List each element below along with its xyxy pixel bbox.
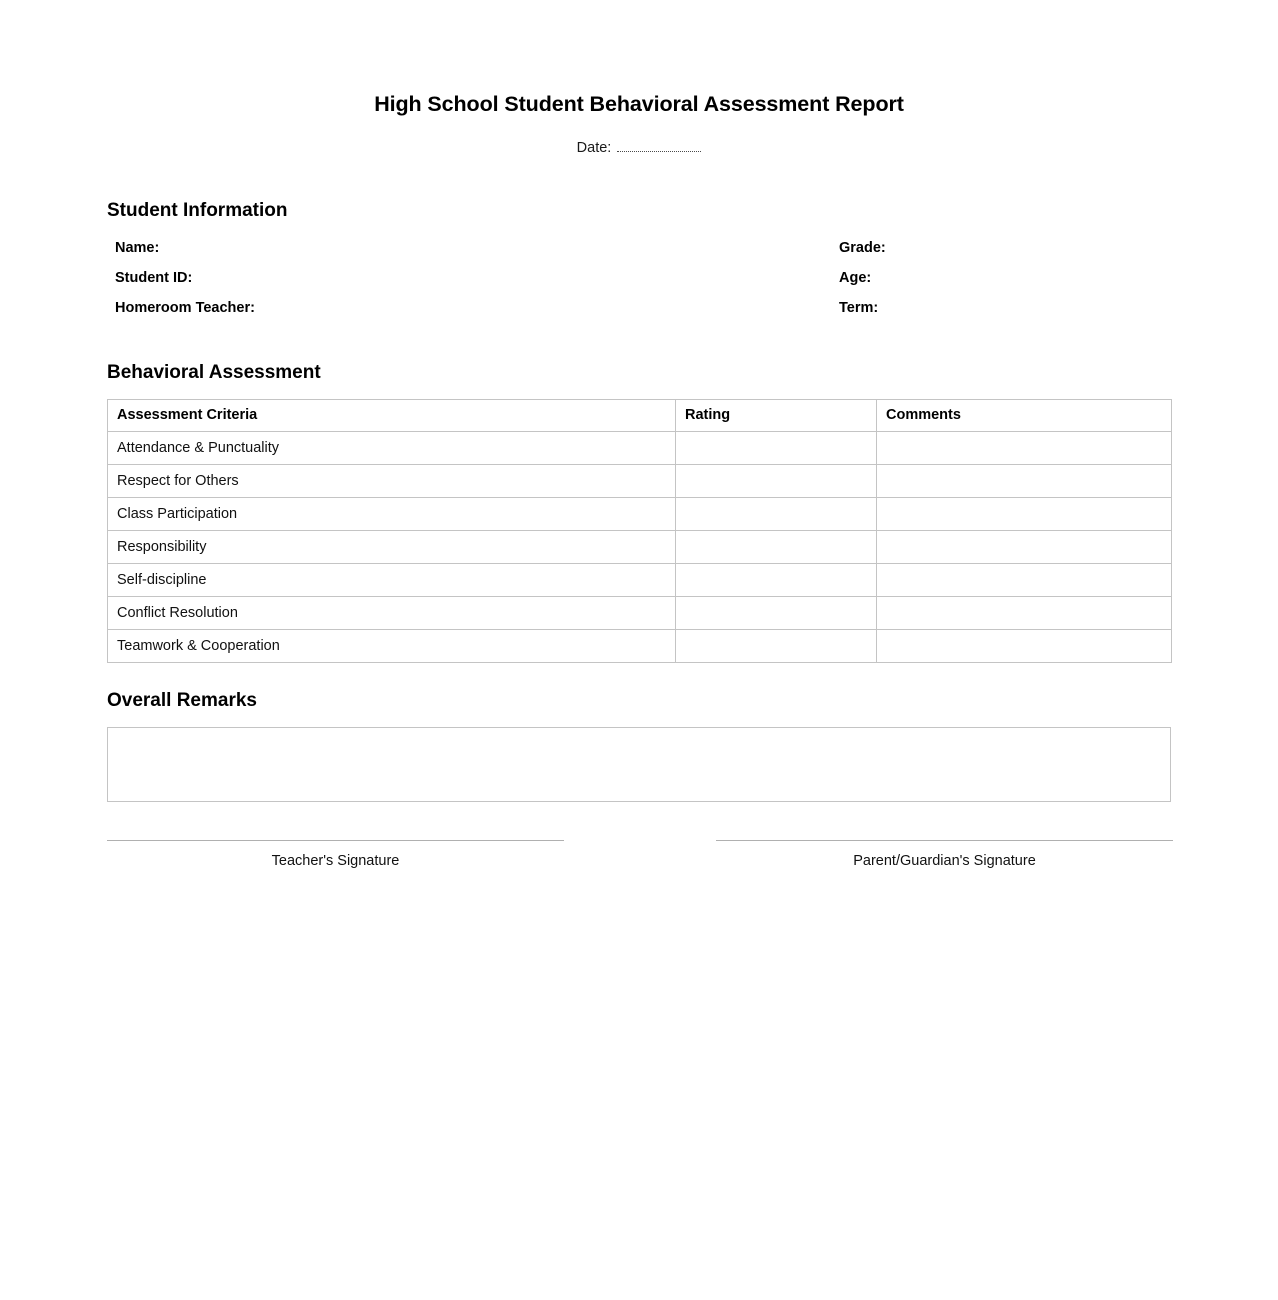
document-content — [107, 0, 1171, 870]
column-header-criteria: Assessment Criteria — [108, 399, 676, 431]
table-row — [108, 596, 1172, 629]
parent-signature-line[interactable] — [716, 840, 1173, 841]
student-info-row — [107, 237, 1171, 267]
cell-comments[interactable] — [877, 563, 1172, 596]
table-row — [108, 431, 1172, 464]
parent-signature-block — [716, 840, 1173, 870]
date-field-row — [107, 140, 1171, 156]
cell-criteria: Self-discipline — [108, 563, 676, 596]
column-header-comments: Comments — [877, 399, 1172, 431]
signature-section — [107, 840, 1173, 870]
cell-comments[interactable] — [877, 530, 1172, 563]
table-row — [108, 563, 1172, 596]
cell-comments[interactable] — [877, 497, 1172, 530]
student-info-row — [107, 267, 1171, 297]
cell-criteria: Conflict Resolution — [108, 596, 676, 629]
overall-remarks-textarea[interactable] — [107, 727, 1171, 802]
student-information-heading: Student Information — [107, 200, 288, 222]
cell-comments[interactable] — [877, 629, 1172, 662]
cell-criteria: Responsibility — [108, 530, 676, 563]
field-label-age: Age: — [839, 270, 872, 287]
teacher-signature-line[interactable] — [107, 840, 564, 841]
cell-rating[interactable] — [676, 596, 877, 629]
student-info-row — [107, 297, 1171, 327]
field-label-grade: Grade: — [839, 240, 886, 257]
column-header-rating: Rating — [676, 399, 877, 431]
table-row — [108, 629, 1172, 662]
table-row — [108, 464, 1172, 497]
cell-rating[interactable] — [676, 563, 877, 596]
table-row — [108, 530, 1172, 563]
cell-rating[interactable] — [676, 497, 877, 530]
student-information-grid — [107, 237, 1171, 327]
date-label: Date: — [576, 139, 612, 156]
teacher-signature-block — [107, 840, 564, 870]
date-input-blank[interactable] — [617, 140, 701, 152]
cell-criteria: Respect for Others — [108, 464, 676, 497]
overall-remarks-heading: Overall Remarks — [107, 689, 257, 711]
field-label-term: Term: — [839, 300, 879, 317]
field-label-student-id: Student ID: — [115, 270, 193, 287]
parent-signature-caption: Parent/Guardian's Signature — [853, 852, 1036, 869]
cell-rating[interactable] — [676, 629, 877, 662]
cell-comments[interactable] — [877, 596, 1172, 629]
cell-criteria: Attendance & Punctuality — [108, 431, 676, 464]
cell-rating[interactable] — [676, 530, 877, 563]
cell-comments[interactable] — [877, 431, 1172, 464]
field-label-homeroom-teacher: Homeroom Teacher: — [115, 300, 255, 317]
behavioral-assessment-table — [107, 399, 1172, 663]
table-header-row — [108, 399, 1172, 431]
page-title: High School Student Behavioral Assessment Report — [374, 92, 904, 116]
teacher-signature-caption: Teacher's Signature — [271, 852, 400, 869]
cell-criteria: Teamwork & Cooperation — [108, 629, 676, 662]
table-row — [108, 497, 1172, 530]
cell-criteria: Class Participation — [108, 497, 676, 530]
behavioral-assessment-heading: Behavioral Assessment — [107, 362, 321, 384]
field-label-name: Name: — [115, 240, 160, 257]
cell-rating[interactable] — [676, 431, 877, 464]
cell-comments[interactable] — [877, 464, 1172, 497]
cell-rating[interactable] — [676, 464, 877, 497]
